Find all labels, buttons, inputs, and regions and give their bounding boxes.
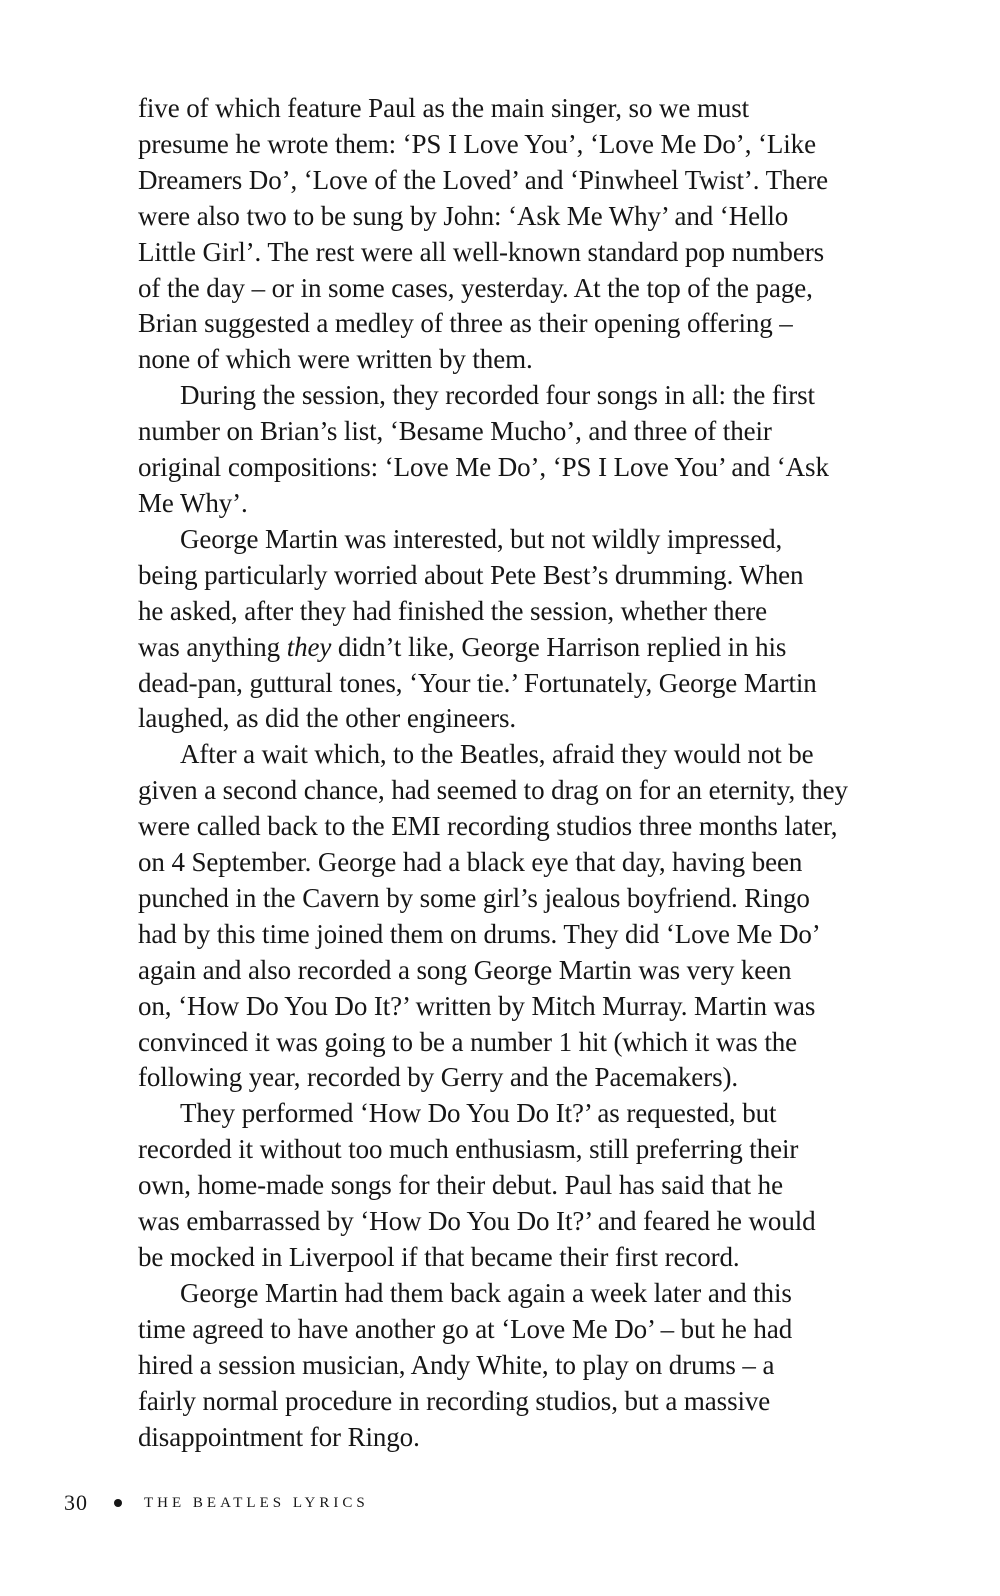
text-line: They performed ‘How Do You Do It?’ as requested, but (180, 1098, 777, 1129)
paragraph-5 (138, 1096, 928, 1276)
bullet-separator (114, 1499, 122, 1507)
text-line: George Martin was interested, but not wildly impressed, (180, 523, 783, 554)
text-line: fairly normal procedure in recording studios, but a massive (138, 1385, 771, 1416)
paragraph-2 (138, 378, 928, 522)
page-footer (64, 1488, 764, 1518)
text-line: recorded it without too much enthusiasm, still preferring their (138, 1134, 799, 1165)
text-line: were called back to the EMI recording studios three months later, (138, 811, 838, 842)
text-line: dead-pan, guttural tones, ‘Your tie.’ Fortunately, George Martin (138, 667, 817, 698)
text-line: After a wait which, to the Beatles, afraid they would not be (180, 739, 814, 770)
text-line: Little Girl’. The rest were all well-known standard pop numbers (138, 236, 825, 267)
text-line: be mocked in Liverpool if that became their first record. (138, 1242, 740, 1272)
text-line: of the day – or in some cases, yesterday. At the top of the page, (138, 272, 813, 303)
text-line: presume he wrote them: ‘PS I Love You’, ‘Love Me Do’, ‘Like (138, 128, 816, 159)
paragraph-4 (138, 737, 928, 1096)
text-line: was embarrassed by ‘How Do You Do It?’ and feared he would (138, 1206, 816, 1237)
page-number: 30 (64, 1490, 88, 1515)
text-line: own, home-made songs for their debut. Paul has said that he (138, 1170, 783, 1201)
paragraph-1 (138, 91, 928, 378)
text-line: original compositions: ‘Love Me Do’, ‘PS I Love You’ and ‘Ask (138, 452, 829, 483)
text-line: five of which feature Paul as the main singer, so we must (138, 93, 750, 123)
text-line: again and also recorded a song George Martin was very keen (138, 954, 792, 985)
text-line: being particularly worried about Pete Best’s drumming. When (138, 559, 804, 590)
text-line: following year, recorded by Gerry and the Pacemakers). (138, 1062, 739, 1093)
text-line: disappointment for Ringo. (138, 1421, 420, 1452)
text-line: number on Brian’s list, ‘Besame Mucho’, and three of their (138, 416, 772, 447)
text-fragment: didn’t like, George Harrison replied in his (331, 631, 787, 662)
text-line: were also two to be sung by John: ‘Ask Me Why’ and ‘Hello (138, 200, 789, 231)
text-line: none of which were written by them. (138, 344, 533, 375)
text-line (138, 632, 786, 662)
text-line: Brian suggested a medley of three as their opening offering – (138, 308, 793, 339)
running-title: THE BEATLES LYRICS (144, 1494, 369, 1511)
text-line: he asked, after they had finished the session, whether there (138, 595, 768, 626)
text-line: had by this time joined them on drums. They did ‘Love Me Do’ (138, 918, 821, 949)
text-line: During the session, they recorded four songs in all: the first (180, 380, 815, 411)
text-line: Dreamers Do’, ‘Love of the Loved’ and ‘Pinwheel Twist’. There (138, 164, 829, 195)
text-line: Me Why’. (138, 487, 248, 518)
paragraph-3 (138, 522, 928, 737)
text-line: convinced it was going to be a number 1 hit (which it was the (138, 1026, 797, 1057)
paragraph-6 (138, 1276, 928, 1456)
text-fragment: was anything (138, 631, 287, 662)
text-line: on, ‘How Do You Do It?’ written by Mitch Murray. Martin was (138, 990, 816, 1021)
italic-emphasis: they (286, 631, 332, 662)
text-line: punched in the Cavern by some girl’s jealous boyfriend. Ringo (138, 882, 810, 913)
text-line: hired a session musician, Andy White, to play on drums – a (138, 1349, 775, 1380)
text-line: George Martin had them back again a week later and this (180, 1277, 792, 1308)
text-line: given a second chance, had seemed to drag on for an eternity, they (138, 775, 848, 806)
text-line: time agreed to have another go at ‘Love Me Do’ – but he had (138, 1313, 793, 1344)
body-text (138, 91, 928, 1455)
text-line: laughed, as did the other engineers. (138, 703, 517, 734)
text-line: on 4 September. George had a black eye that day, having been (138, 847, 803, 878)
